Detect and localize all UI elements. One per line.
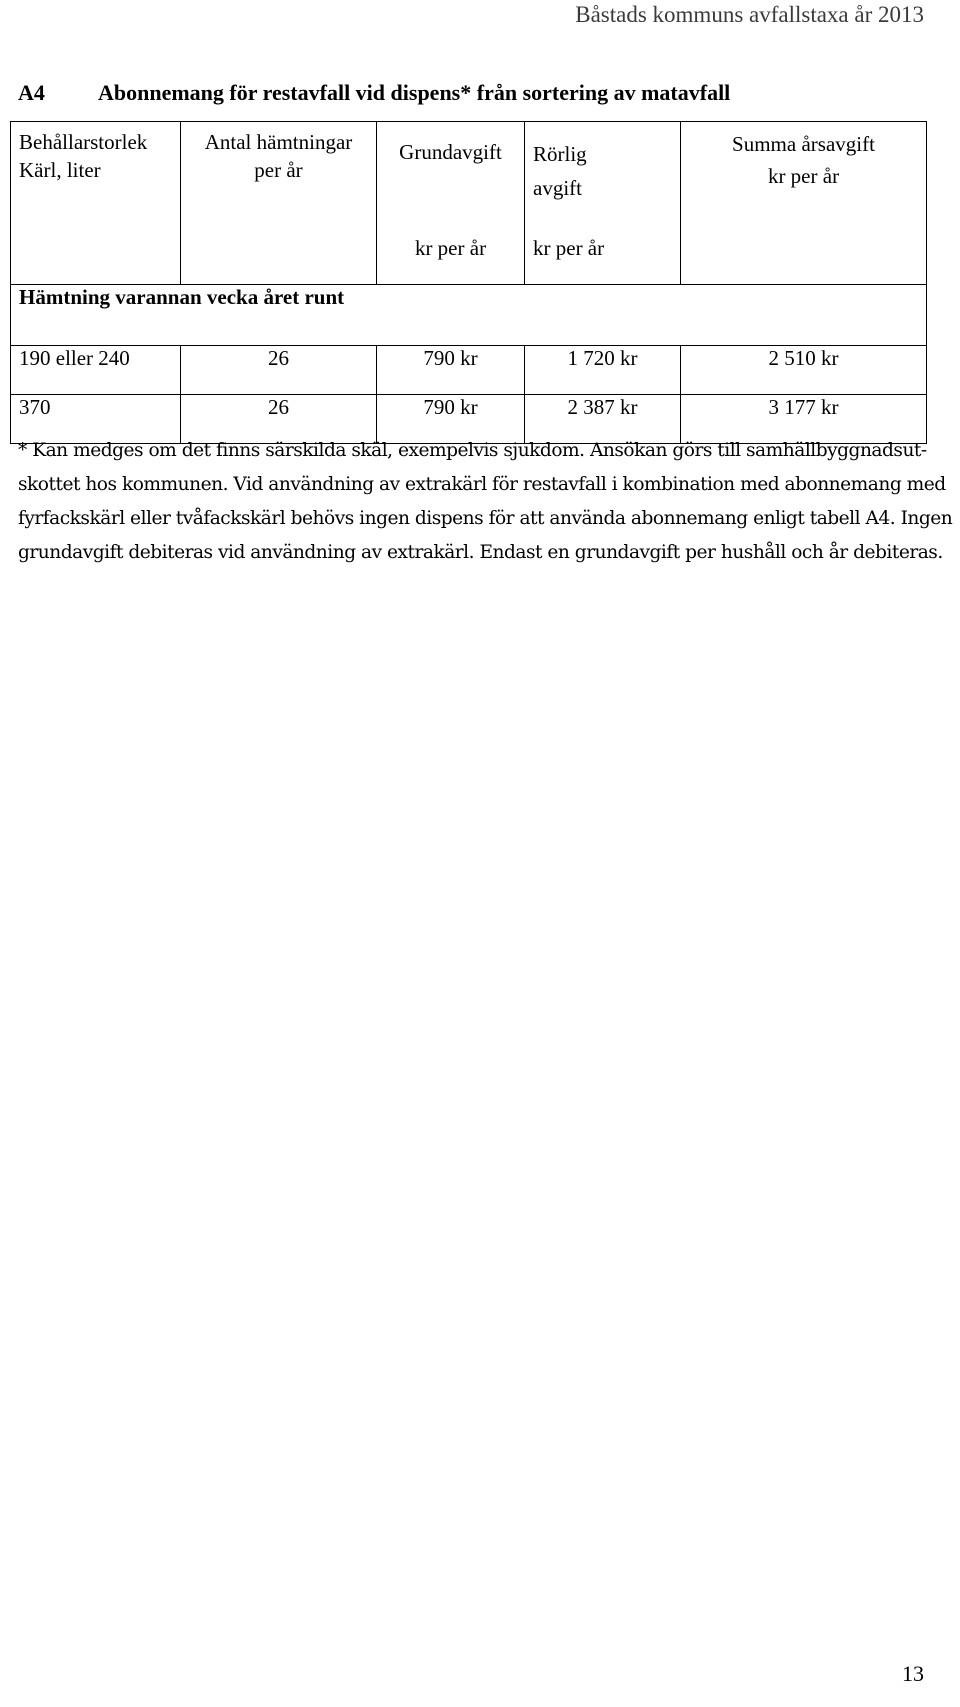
col-header-variable-fee: Rörlig avgift kr per år [525,122,681,285]
cell-base-fee: 790 kr [377,395,525,444]
footnote-line: grundavgift debiteras vid användning av extrakärl. Endast en grundavgift per hushåll och år debiteras. [18,542,943,563]
section-heading [18,80,924,106]
cell-variable-fee: 2 387 kr [525,395,681,444]
footnote-line: * Kan medges om det finns särskilda skäl, exempelvis sjukdom. Ansökan görs till samhällbyggnadsut- [18,440,927,461]
variable-fee-unit: kr per år [533,236,605,260]
table-header-row [11,122,927,285]
cell-total: 2 510 kr [681,346,927,395]
section-code: A4 [18,80,45,105]
cell-variable-fee: 1 720 kr [525,346,681,395]
cell-pickups: 26 [181,395,377,444]
cell-size: 190 eller 240 [11,346,181,395]
footnote-line: skottet hos kommunen. Vid användning av extrakärl för restavfall i kombination med abonnemang med [18,474,946,495]
cell-total: 3 177 kr [681,395,927,444]
section-title: Abonnemang för restavfall vid dispens* från sortering av matavfall [98,80,731,105]
col-header-total: Summa årsavgift kr per år [681,122,927,285]
col-header-size: Behållarstorlek Kärl, liter [11,122,181,285]
col-header-base-fee: Grundavgift kr per år [377,122,525,285]
cell-size: 370 [11,395,181,444]
table-row [11,346,927,395]
cell-base-fee: 790 kr [377,346,525,395]
fee-table [10,121,927,444]
col-header-pickups: Antal hämtningar per år [181,122,377,285]
footnote [18,434,953,570]
cell-pickups: 26 [181,346,377,395]
running-header: Båstads kommuns avfallstaxa år 2013 [575,2,924,27]
group-row [11,285,927,346]
group-label: Hämtning varannan vecka året runt [11,285,927,346]
base-fee-unit: kr per år [414,236,487,260]
page-number: 13 [902,1661,924,1686]
footnote-line: fyrfackskärl eller tvåfackskärl behövs ingen dispens för att använda abonnemang enligt tabell A4. Ingen [18,508,953,529]
